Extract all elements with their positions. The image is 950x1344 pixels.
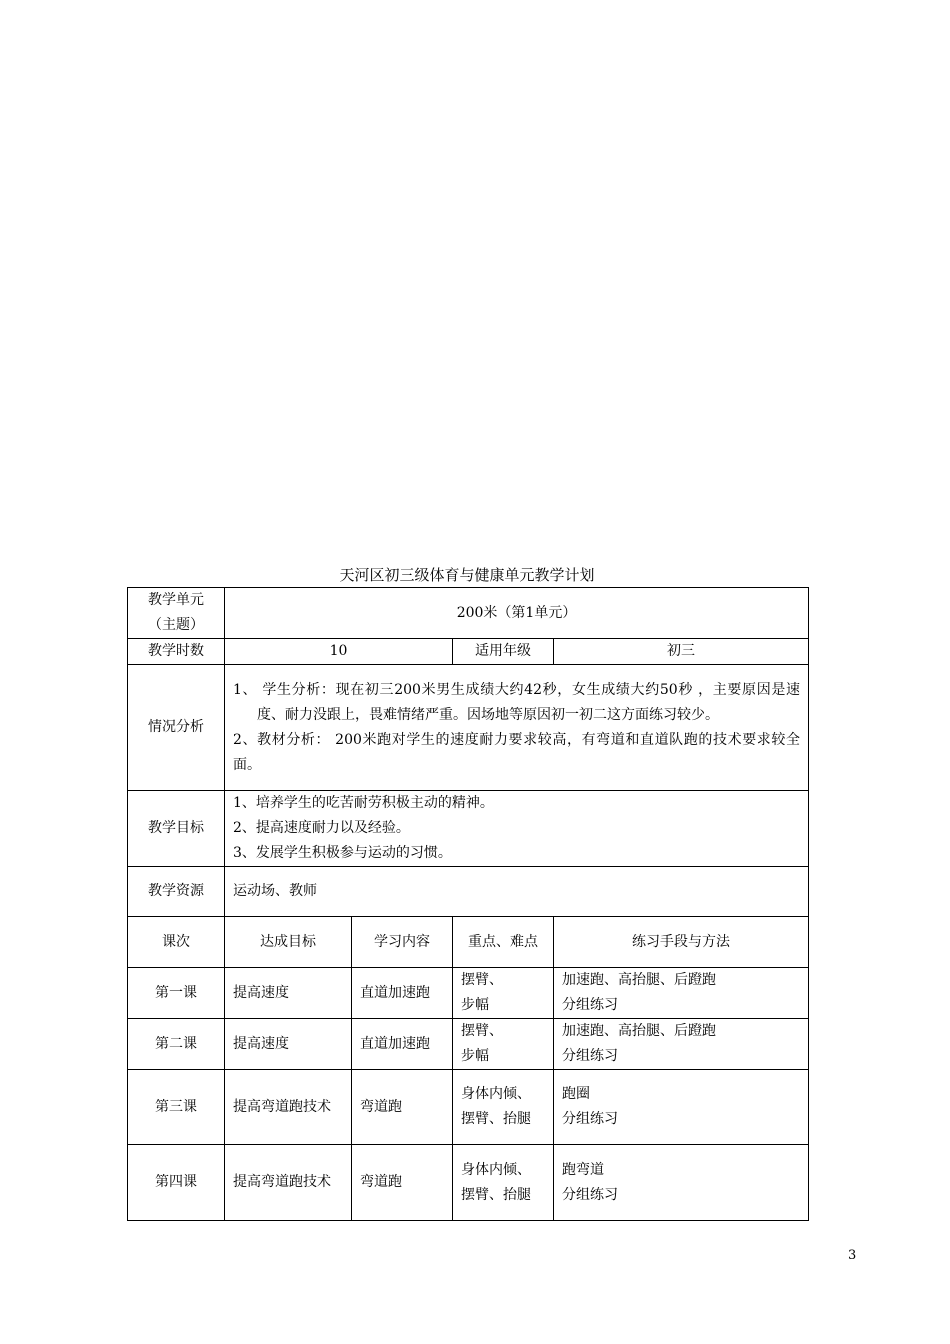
key-line: 身体内倾、 — [461, 1086, 531, 1102]
hours-row — [128, 639, 809, 665]
header-goal: 达成目标 — [225, 917, 352, 968]
header-methods: 练习手段与方法 — [554, 917, 809, 968]
goals-row — [128, 791, 809, 867]
key-line: 摆臂、 — [461, 972, 503, 988]
resources-row — [128, 867, 809, 917]
material-analysis: 2、教材分析： 200米跑对学生的速度耐力要求较高，有弯道和直道队跑的技术要求较全面。 — [233, 731, 801, 773]
table-row — [128, 1145, 809, 1221]
lesson-content: 直道加速跑 — [352, 968, 453, 1019]
method-line: 跑圈 — [562, 1086, 590, 1102]
key-line: 摆臂、 — [461, 1023, 503, 1039]
goals-content — [225, 791, 809, 867]
student-analysis: 1、 学生分析：现在初三200米男生成绩大约42秒，女生成绩大约50秒 ，主要原因是速度、耐力没跟上，畏难情绪严重。因场地等原因初一初二这方面练习较少。 — [233, 681, 801, 723]
lesson-methods — [554, 1145, 809, 1221]
lesson-key-points — [453, 1145, 554, 1221]
document-title: 天河区初三级体育与健康单元教学计划 — [339, 566, 595, 584]
table-row — [128, 1070, 809, 1145]
lesson-name: 第一课 — [128, 968, 225, 1019]
grade-label: 适用年级 — [453, 639, 554, 665]
lesson-methods — [554, 1070, 809, 1145]
goals-label: 教学目标 — [128, 791, 225, 867]
hours-label: 教学时数 — [128, 639, 225, 665]
goal-item: 2、提高速度耐力以及经验。 — [233, 820, 410, 836]
method-line: 分组练习 — [562, 1111, 618, 1127]
method-line: 加速跑、高抬腿、后蹬跑 — [562, 972, 716, 988]
key-line: 摆臂、抬腿 — [461, 1186, 531, 1203]
header-content: 学习内容 — [352, 917, 453, 968]
lesson-name: 第四课 — [128, 1145, 225, 1221]
header-lesson: 课次 — [128, 917, 225, 968]
lesson-name: 第二课 — [128, 1019, 225, 1070]
header-key-points: 重点、难点 — [453, 917, 554, 968]
situation-row — [128, 665, 809, 791]
key-line: 身体内倾、 — [461, 1161, 531, 1178]
resources-label: 教学资源 — [128, 867, 225, 917]
key-line: 步幅 — [461, 997, 489, 1013]
resources-value: 运动场、教师 — [225, 867, 809, 917]
hours-value: 10 — [225, 639, 453, 665]
method-line: 分组练习 — [562, 1048, 618, 1064]
situation-label: 情况分析 — [128, 665, 225, 791]
unit-label-line1: 教学单元 — [148, 592, 204, 608]
method-line: 加速跑、高抬腿、后蹬跑 — [562, 1023, 716, 1039]
key-line: 步幅 — [461, 1048, 489, 1064]
table-row — [128, 1019, 809, 1070]
lesson-goal: 提高速度 — [225, 968, 352, 1019]
lesson-content: 弯道跑 — [352, 1070, 453, 1145]
lesson-name: 第三课 — [128, 1070, 225, 1145]
unit-label — [128, 588, 225, 639]
lesson-goal: 提高速度 — [225, 1019, 352, 1070]
unit-value: 200米（第1单元） — [225, 588, 809, 639]
lesson-header-row — [128, 917, 809, 968]
lesson-goal: 提高弯道跑技术 — [225, 1145, 352, 1221]
goal-item: 3、发展学生积极参与运动的习惯。 — [233, 845, 452, 861]
method-line: 分组练习 — [562, 997, 618, 1013]
situation-content — [225, 665, 809, 791]
grade-value: 初三 — [554, 639, 809, 665]
lesson-goal: 提高弯道跑技术 — [225, 1070, 352, 1145]
lesson-methods — [554, 1019, 809, 1070]
lesson-content: 直道加速跑 — [352, 1019, 453, 1070]
method-line: 跑弯道 — [562, 1161, 604, 1178]
lesson-content: 弯道跑 — [352, 1145, 453, 1221]
lesson-methods — [554, 968, 809, 1019]
lesson-key-points — [453, 1070, 554, 1145]
lesson-key-points — [453, 968, 554, 1019]
unit-label-line2: （主题） — [148, 617, 204, 633]
page-number: 3 — [848, 1248, 857, 1263]
unit-row — [128, 588, 809, 639]
method-line: 分组练习 — [562, 1186, 618, 1203]
lesson-key-points — [453, 1019, 554, 1070]
goal-item: 1、培养学生的吃苦耐劳积极主动的精神。 — [233, 795, 494, 811]
teaching-plan-table — [127, 587, 809, 1221]
key-line: 摆臂、抬腿 — [461, 1111, 531, 1127]
table-row — [128, 968, 809, 1019]
